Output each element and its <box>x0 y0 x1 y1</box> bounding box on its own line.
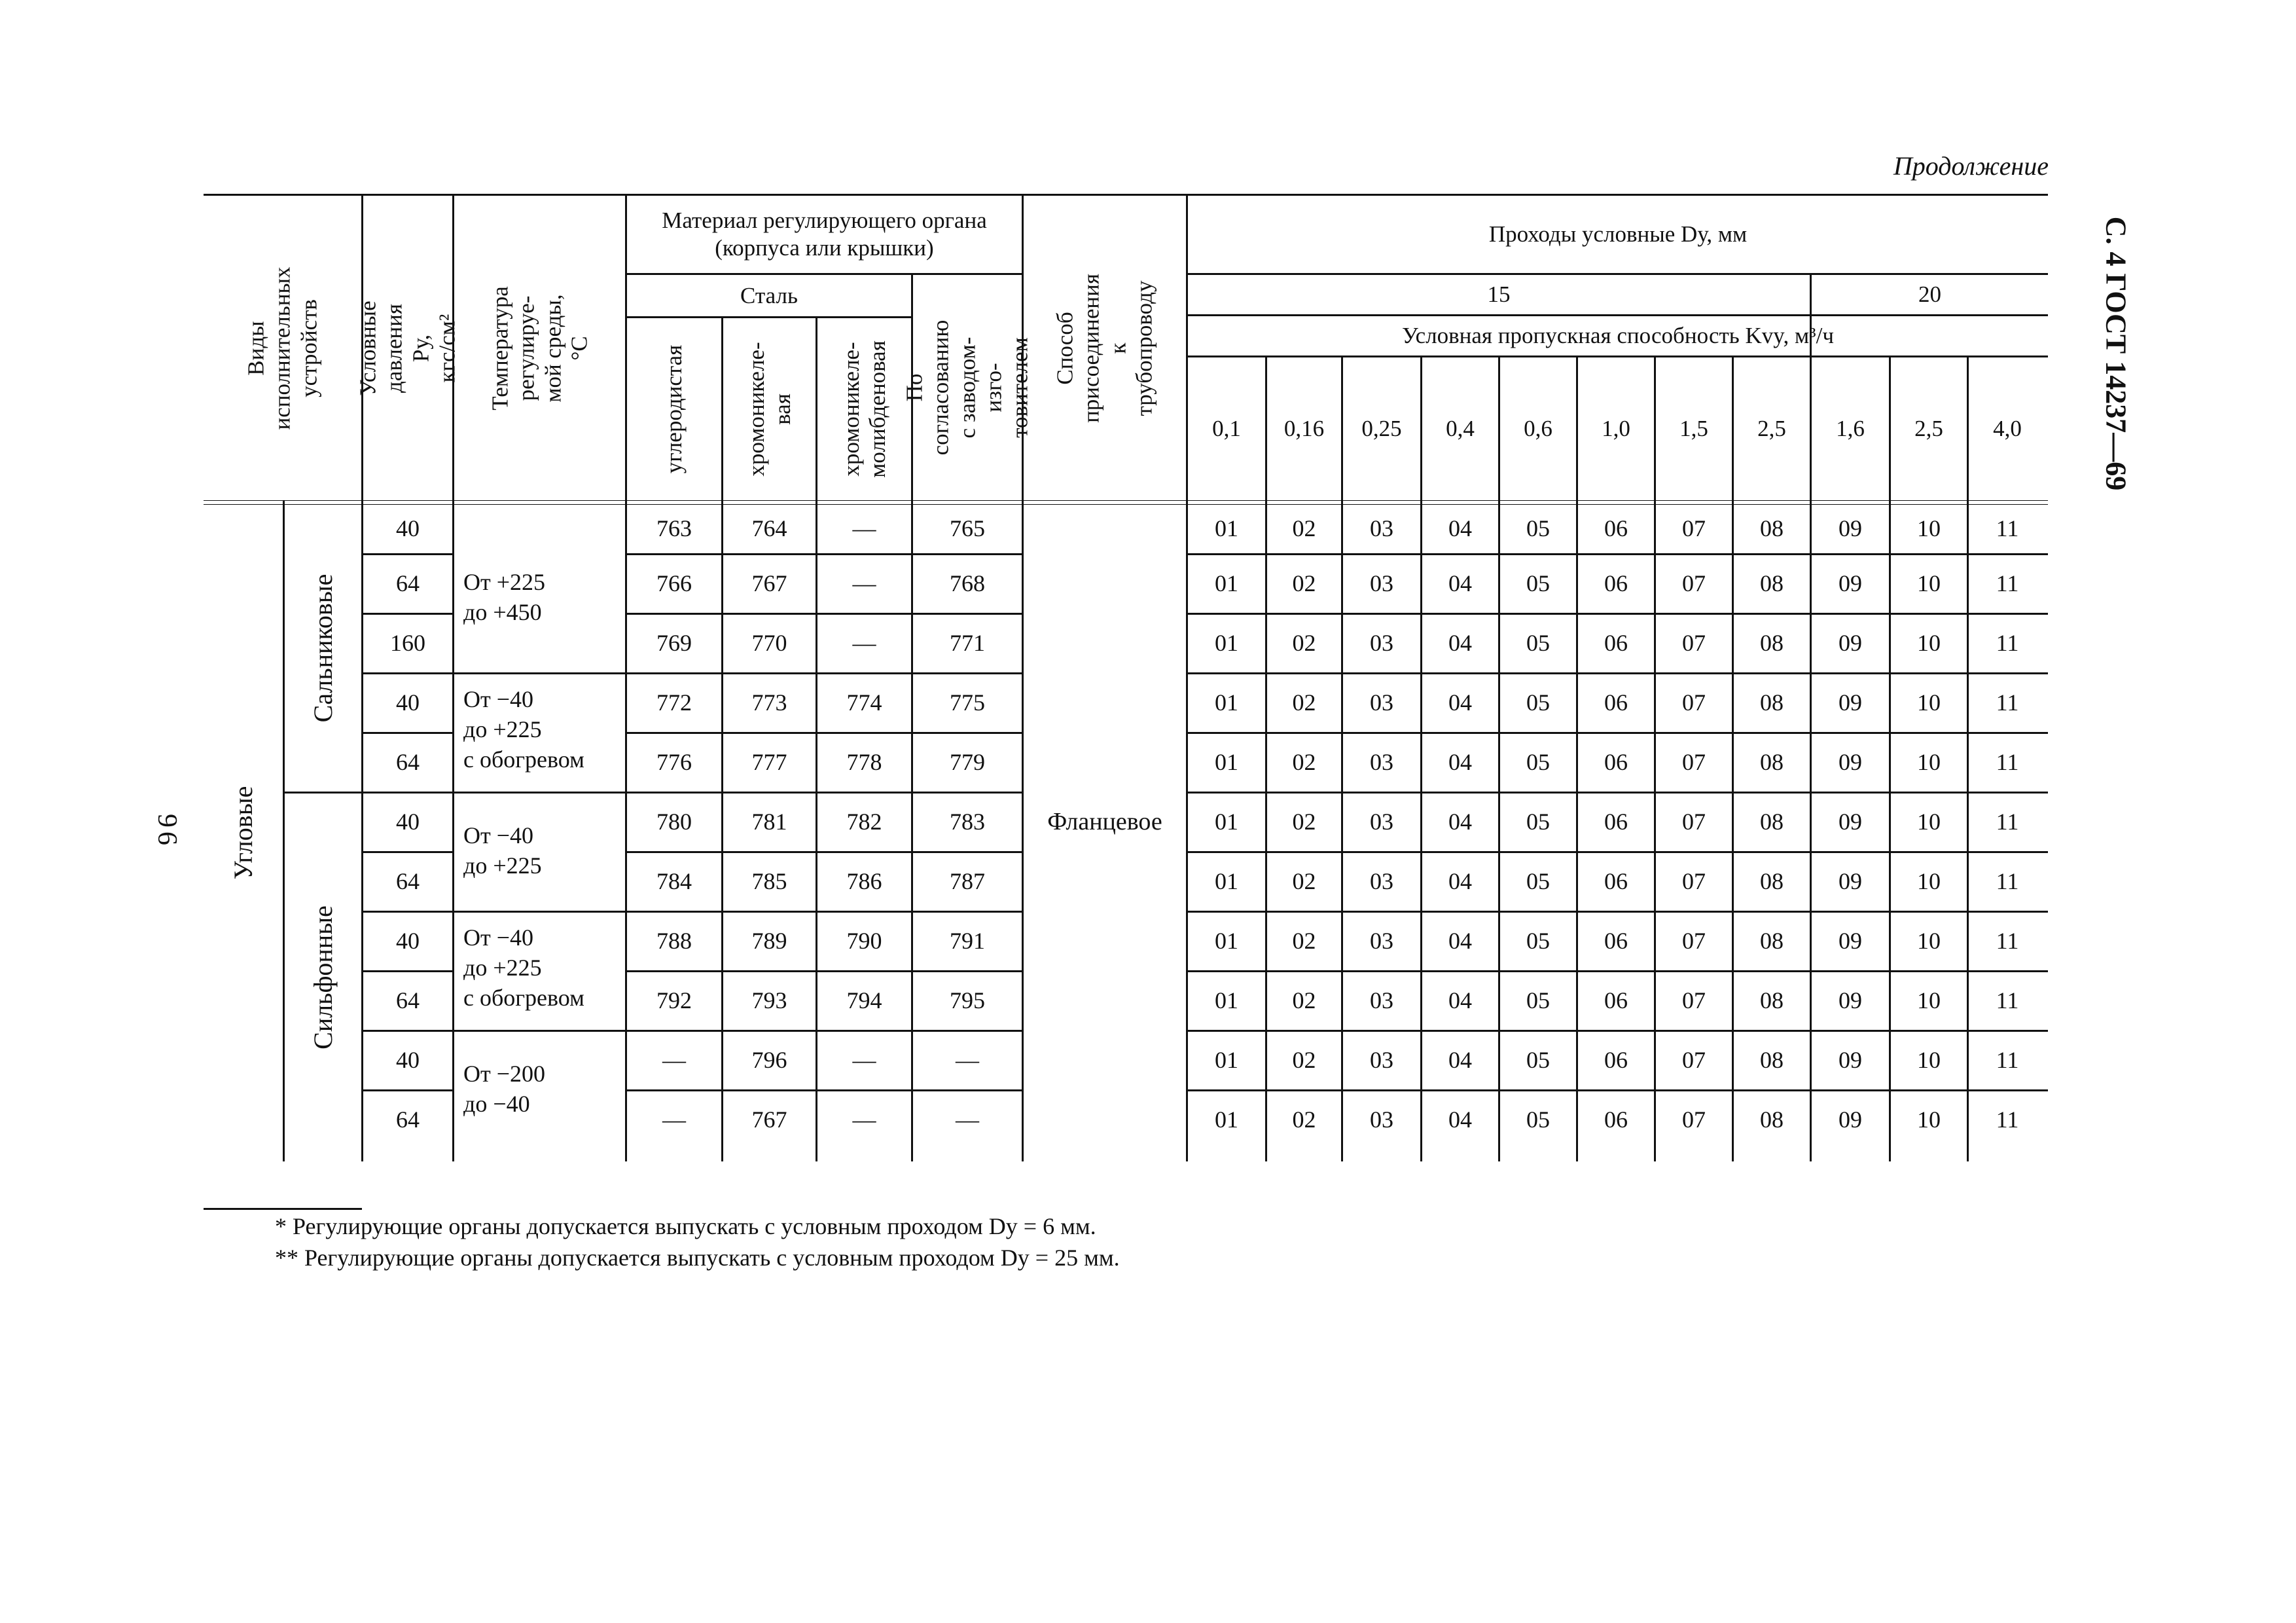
material-code-cell: — <box>852 1106 876 1133</box>
kv-code-cell: 11 <box>1996 515 2019 541</box>
kv-code-cell: 07 <box>1682 987 1706 1014</box>
kv-code-cell: 05 <box>1526 1106 1550 1133</box>
kv-code-cell: 10 <box>1917 689 1941 716</box>
kv-code-cell: 11 <box>1996 1106 2019 1133</box>
material-code-cell: — <box>852 515 876 541</box>
kv-code-cell: 04 <box>1448 809 1472 835</box>
material-code-cell: 793 <box>751 987 787 1014</box>
kv-code-cell: 08 <box>1760 515 1784 541</box>
kv-code-cell: 01 <box>1215 570 1238 597</box>
kv-code-cell: 09 <box>1839 809 1862 835</box>
kv-code-cell: 06 <box>1604 689 1628 716</box>
kv-code-cell: 10 <box>1917 749 1941 776</box>
kv-code-cell: 10 <box>1917 1106 1941 1133</box>
kv-code-cell: 05 <box>1526 1047 1550 1074</box>
kv-code-cell: 06 <box>1604 987 1628 1014</box>
kv-code-cell: 03 <box>1370 630 1393 657</box>
page-number: 96 <box>152 814 182 849</box>
material-code-cell: 767 <box>751 570 787 597</box>
kv-code-cell: 07 <box>1682 1047 1706 1074</box>
kv-code-cell: 06 <box>1604 928 1628 955</box>
kv-code-cell: 05 <box>1526 928 1550 955</box>
kv-code-cell: 05 <box>1526 630 1550 657</box>
kv-code-cell: 02 <box>1292 987 1316 1014</box>
kv-code-cell: 03 <box>1370 868 1393 895</box>
connection-method: Фланцевое <box>1047 808 1162 836</box>
pressure-cell: 64 <box>396 1106 420 1133</box>
kv-code-cell: 09 <box>1839 689 1862 716</box>
kv-code-cell: 03 <box>1370 1047 1393 1074</box>
kv-code-cell: 06 <box>1604 1106 1628 1133</box>
kv-code-cell: 08 <box>1760 689 1784 716</box>
kv-value-header: 1,0 <box>1602 416 1630 441</box>
header-passage-15: 15 <box>1487 282 1511 307</box>
material-code-cell: 784 <box>656 868 692 895</box>
material-code-cell: 763 <box>656 515 692 541</box>
material-code-cell: 783 <box>950 809 985 835</box>
material-code-cell: 786 <box>846 868 882 895</box>
material-code-cell: 778 <box>846 749 882 776</box>
kv-code-cell: 08 <box>1760 928 1784 955</box>
kv-code-cell: 02 <box>1292 749 1316 776</box>
pressure-cell: 64 <box>396 749 420 776</box>
kv-code-cell: 10 <box>1917 928 1941 955</box>
kv-code-cell: 07 <box>1682 868 1706 895</box>
temperature-group-rule <box>452 672 625 674</box>
pressure-cell: 64 <box>396 868 420 895</box>
kv-value-header: 0,16 <box>1283 416 1325 441</box>
header-chrome-nickel-moly <box>817 318 911 500</box>
kv-code-cell: 01 <box>1215 987 1238 1014</box>
material-code-cell: 774 <box>846 689 882 716</box>
kv-code-cell: 06 <box>1604 515 1628 541</box>
kv-code-cell: 04 <box>1448 570 1472 597</box>
kv-value-header: 1,5 <box>1679 416 1708 441</box>
kv-code-cell: 08 <box>1760 868 1784 895</box>
material-code-cell: 790 <box>846 928 882 955</box>
material-code-cell: 779 <box>950 749 985 776</box>
material-code-cell: 776 <box>656 749 692 776</box>
kv-value-header: 0,25 <box>1361 416 1402 441</box>
kv-code-cell: 08 <box>1760 809 1784 835</box>
header-device-types <box>204 196 361 500</box>
kv-code-cell: 04 <box>1448 749 1472 776</box>
kv-code-cell: 06 <box>1604 868 1628 895</box>
header-pressure-text: Условные давления Pу, кгс/см² <box>355 300 460 396</box>
header-passages: Проходы условные Dу, мм <box>1488 221 1748 247</box>
header-connection <box>1024 196 1186 500</box>
temperature-range: От −200 до −40 <box>463 1061 546 1117</box>
kv-code-cell: 07 <box>1682 749 1706 776</box>
kv-code-cell: 07 <box>1682 1106 1706 1133</box>
kv-code-cell: 09 <box>1839 515 1862 541</box>
pressure-cell: 40 <box>396 689 420 716</box>
subgroup-bellows-text: Сильфонные <box>308 905 338 1049</box>
kv-code-cell: 07 <box>1682 928 1706 955</box>
kv-value-header: 0,1 <box>1212 416 1241 441</box>
kv-code-cell: 05 <box>1526 515 1550 541</box>
temperature-range: От −40 до +225 с обогревом <box>463 924 584 1011</box>
kv-value-header: 2,5 <box>1757 416 1786 441</box>
kv-code-cell: 08 <box>1760 749 1784 776</box>
kv-code-cell: 02 <box>1292 630 1316 657</box>
material-code-cell: 775 <box>950 689 985 716</box>
kv-code-cell: 06 <box>1604 1047 1628 1074</box>
temperature-range: От −40 до +225 <box>463 822 542 879</box>
pressure-cell: 40 <box>396 928 420 955</box>
kv-code-cell: 03 <box>1370 1106 1393 1133</box>
footnote-2: ** Регулирующие органы допускается выпускать с условным проходом Dу = 25 мм. <box>275 1245 1120 1271</box>
kv-code-cell: 04 <box>1448 868 1472 895</box>
kv-code-cell: 03 <box>1370 515 1393 541</box>
pressure-cell: 40 <box>396 809 420 835</box>
kv-value-header: 2,5 <box>1914 416 1943 441</box>
kv-code-cell: 09 <box>1839 570 1862 597</box>
material-code-cell: — <box>662 1047 686 1074</box>
header-temperature <box>454 196 625 500</box>
temperature-group-rule <box>452 1030 625 1032</box>
kv-code-cell: 08 <box>1760 630 1784 657</box>
pressure-cell: 40 <box>396 1047 420 1074</box>
pressure-cell: 64 <box>396 987 420 1014</box>
material-code-cell: 764 <box>751 515 787 541</box>
header-device-types-text: Виды исполнительных устройств <box>243 266 321 429</box>
header-pressure <box>355 196 460 500</box>
kv-code-cell: 08 <box>1760 570 1784 597</box>
header-chrome-nickel <box>723 318 816 500</box>
kv-code-cell: 10 <box>1917 987 1941 1014</box>
material-code-cell: 768 <box>950 570 985 597</box>
material-code-cell: — <box>662 1106 686 1133</box>
kv-code-cell: 07 <box>1682 570 1706 597</box>
kv-code-cell: 03 <box>1370 987 1393 1014</box>
material-code-cell: 773 <box>751 689 787 716</box>
kv-code-cell: 01 <box>1215 630 1238 657</box>
material-code-cell: 782 <box>846 809 882 835</box>
kv-code-cell: 11 <box>1996 570 2019 597</box>
kv-code-cell: 04 <box>1448 630 1472 657</box>
temperature-range: От −40 до +225 с обогревом <box>463 686 584 773</box>
kv-code-cell: 02 <box>1292 515 1316 541</box>
kv-code-cell: 09 <box>1839 868 1862 895</box>
header-material: Материал регулирующего органа (корпуса или крышки) <box>662 208 987 261</box>
group-label-text: Угловые <box>228 786 258 880</box>
kv-code-cell: 09 <box>1839 630 1862 657</box>
header-by-agreement <box>901 275 1033 500</box>
kv-code-cell: 04 <box>1448 689 1472 716</box>
kv-code-cell: 09 <box>1839 1106 1862 1133</box>
kv-code-cell: 03 <box>1370 689 1393 716</box>
kv-code-cell: 03 <box>1370 749 1393 776</box>
pressure-cell: 40 <box>396 515 420 541</box>
header-chrome-nickel-text: хромоникеле- вая <box>743 342 795 477</box>
subgroup-label-gland <box>285 504 361 792</box>
kv-code-cell: 04 <box>1448 1106 1472 1133</box>
kv-code-cell: 03 <box>1370 928 1393 955</box>
kv-code-cell: 11 <box>1996 928 2019 955</box>
kv-code-cell: 07 <box>1682 630 1706 657</box>
header-by-agreement-text: По согласованию с заводом-изго- товителем <box>901 319 1033 456</box>
standard-code-container <box>2080 157 2152 550</box>
material-code-cell: 766 <box>656 570 692 597</box>
kv-code-cell: 02 <box>1292 570 1316 597</box>
kv-code-cell: 11 <box>1996 868 2019 895</box>
header-passage-20: 20 <box>1918 282 1941 307</box>
header-chrome-nickel-moly-text: хромоникеле- молибденовая <box>838 340 890 478</box>
kv-code-cell: 03 <box>1370 570 1393 597</box>
material-code-cell: 796 <box>751 1047 787 1074</box>
kv-code-cell: 04 <box>1448 928 1472 955</box>
kv-code-cell: 01 <box>1215 689 1238 716</box>
kv-value-header: 0,4 <box>1446 416 1475 441</box>
footnote-rule <box>204 1208 362 1210</box>
material-code-cell: — <box>956 1047 979 1074</box>
material-code-cell: 765 <box>950 515 985 541</box>
material-code-cell: — <box>852 570 876 597</box>
header-steel: Сталь <box>740 282 798 308</box>
pressure-cell: 64 <box>396 570 420 597</box>
material-code-cell: 787 <box>950 868 985 895</box>
kv-code-cell: 07 <box>1682 809 1706 835</box>
kv-code-cell: 02 <box>1292 928 1316 955</box>
material-code-cell: 772 <box>656 689 692 716</box>
material-code-cell: — <box>852 1047 876 1074</box>
material-code-cell: 794 <box>846 987 882 1014</box>
kv-code-cell: 02 <box>1292 868 1316 895</box>
kv-code-cell: 09 <box>1839 749 1862 776</box>
kv-code-cell: 10 <box>1917 570 1941 597</box>
kv-code-cell: 08 <box>1760 1047 1784 1074</box>
material-code-cell: 788 <box>656 928 692 955</box>
footnote-1: * Регулирующие органы допускается выпускать с условным проходом Dу = 6 мм. <box>275 1213 1096 1239</box>
kv-code-cell: 09 <box>1839 987 1862 1014</box>
kv-code-cell: 09 <box>1839 928 1862 955</box>
kv-code-cell: 01 <box>1215 1106 1238 1133</box>
kv-code-cell: 01 <box>1215 928 1238 955</box>
kv-code-cell: 05 <box>1526 689 1550 716</box>
material-code-cell: 771 <box>950 630 985 657</box>
kv-code-cell: 02 <box>1292 809 1316 835</box>
temperature-range: От +225 до +450 <box>463 569 546 625</box>
kv-code-cell: 10 <box>1917 868 1941 895</box>
subgroup-label-bellows <box>285 793 361 1161</box>
kv-code-cell: 11 <box>1996 749 2019 776</box>
kv-code-cell: 01 <box>1215 809 1238 835</box>
kv-code-cell: 02 <box>1292 689 1316 716</box>
kv-code-cell: 02 <box>1292 1047 1316 1074</box>
header-temperature-text: Температура регулируе- мой среды, °С <box>487 285 592 410</box>
material-code-cell: 789 <box>751 928 787 955</box>
material-code-cell: — <box>956 1106 979 1133</box>
kv-value-header: 1,6 <box>1836 416 1865 441</box>
temperature-group-rule <box>452 911 625 913</box>
kv-code-cell: 08 <box>1760 987 1784 1014</box>
kv-code-cell: 07 <box>1682 515 1706 541</box>
continuation-label: Продолжение <box>1893 151 2049 181</box>
kv-code-cell: 09 <box>1839 1047 1862 1074</box>
material-code-cell: 780 <box>656 809 692 835</box>
material-code-cell: 770 <box>751 630 787 657</box>
kv-value-header: 0,6 <box>1524 416 1552 441</box>
kv-code-cell: 05 <box>1526 570 1550 597</box>
kv-code-cell: 04 <box>1448 1047 1472 1074</box>
kv-code-cell: 06 <box>1604 809 1628 835</box>
kv-code-cell: 11 <box>1996 1047 2019 1074</box>
page-number-container <box>141 766 193 897</box>
kv-code-cell: 08 <box>1760 1106 1784 1133</box>
group-label-angular <box>204 504 283 1161</box>
material-code-cell: 781 <box>751 809 787 835</box>
kv-code-cell: 06 <box>1604 630 1628 657</box>
pressure-cell: 160 <box>390 630 425 657</box>
material-code-cell: 792 <box>656 987 692 1014</box>
kv-code-cell: 06 <box>1604 749 1628 776</box>
kv-value-header: 4,0 <box>1993 416 2022 441</box>
kv-code-cell: 10 <box>1917 809 1941 835</box>
material-code-cell: 795 <box>950 987 985 1014</box>
header-carbon <box>627 318 721 500</box>
kv-code-cell: 01 <box>1215 749 1238 776</box>
material-code-cell: 791 <box>950 928 985 955</box>
material-code-cell: 769 <box>656 630 692 657</box>
header-carbon-text: углеродистая <box>660 344 687 474</box>
kv-code-cell: 10 <box>1917 630 1941 657</box>
material-code-cell: 767 <box>751 1106 787 1133</box>
kv-code-cell: 05 <box>1526 809 1550 835</box>
kv-code-cell: 06 <box>1604 570 1628 597</box>
kv-code-cell: 03 <box>1370 809 1393 835</box>
header-capacity: Условная пропускная способность Kvy, м³/ч <box>1402 323 1834 348</box>
kv-code-cell: 11 <box>1996 809 2019 835</box>
kv-code-cell: 11 <box>1996 630 2019 657</box>
material-code-cell: 777 <box>751 749 787 776</box>
kv-code-cell: 01 <box>1215 868 1238 895</box>
kv-code-cell: 11 <box>1996 987 2019 1014</box>
kv-code-cell: 04 <box>1448 515 1472 541</box>
subgroup-gland-text: Сальниковые <box>308 574 338 722</box>
header-connection-text: Способ присоединения к трубопроводу <box>1052 273 1157 423</box>
material-code-cell: 785 <box>751 868 787 895</box>
kv-code-cell: 10 <box>1917 515 1941 541</box>
kv-code-cell: 10 <box>1917 1047 1941 1074</box>
kv-code-cell: 01 <box>1215 1047 1238 1074</box>
kv-code-cell: 02 <box>1292 1106 1316 1133</box>
kv-code-cell: 05 <box>1526 868 1550 895</box>
standard-code: С. 4 ГОСТ 14237—69 <box>2100 216 2132 491</box>
kv-code-cell: 01 <box>1215 515 1238 541</box>
material-code-cell: — <box>852 630 876 657</box>
kv-code-cell: 11 <box>1996 689 2019 716</box>
temperature-group-rule <box>452 792 625 793</box>
kv-code-cell: 05 <box>1526 749 1550 776</box>
kv-code-cell: 07 <box>1682 689 1706 716</box>
kv-code-cell: 05 <box>1526 987 1550 1014</box>
kv-code-cell: 04 <box>1448 987 1472 1014</box>
